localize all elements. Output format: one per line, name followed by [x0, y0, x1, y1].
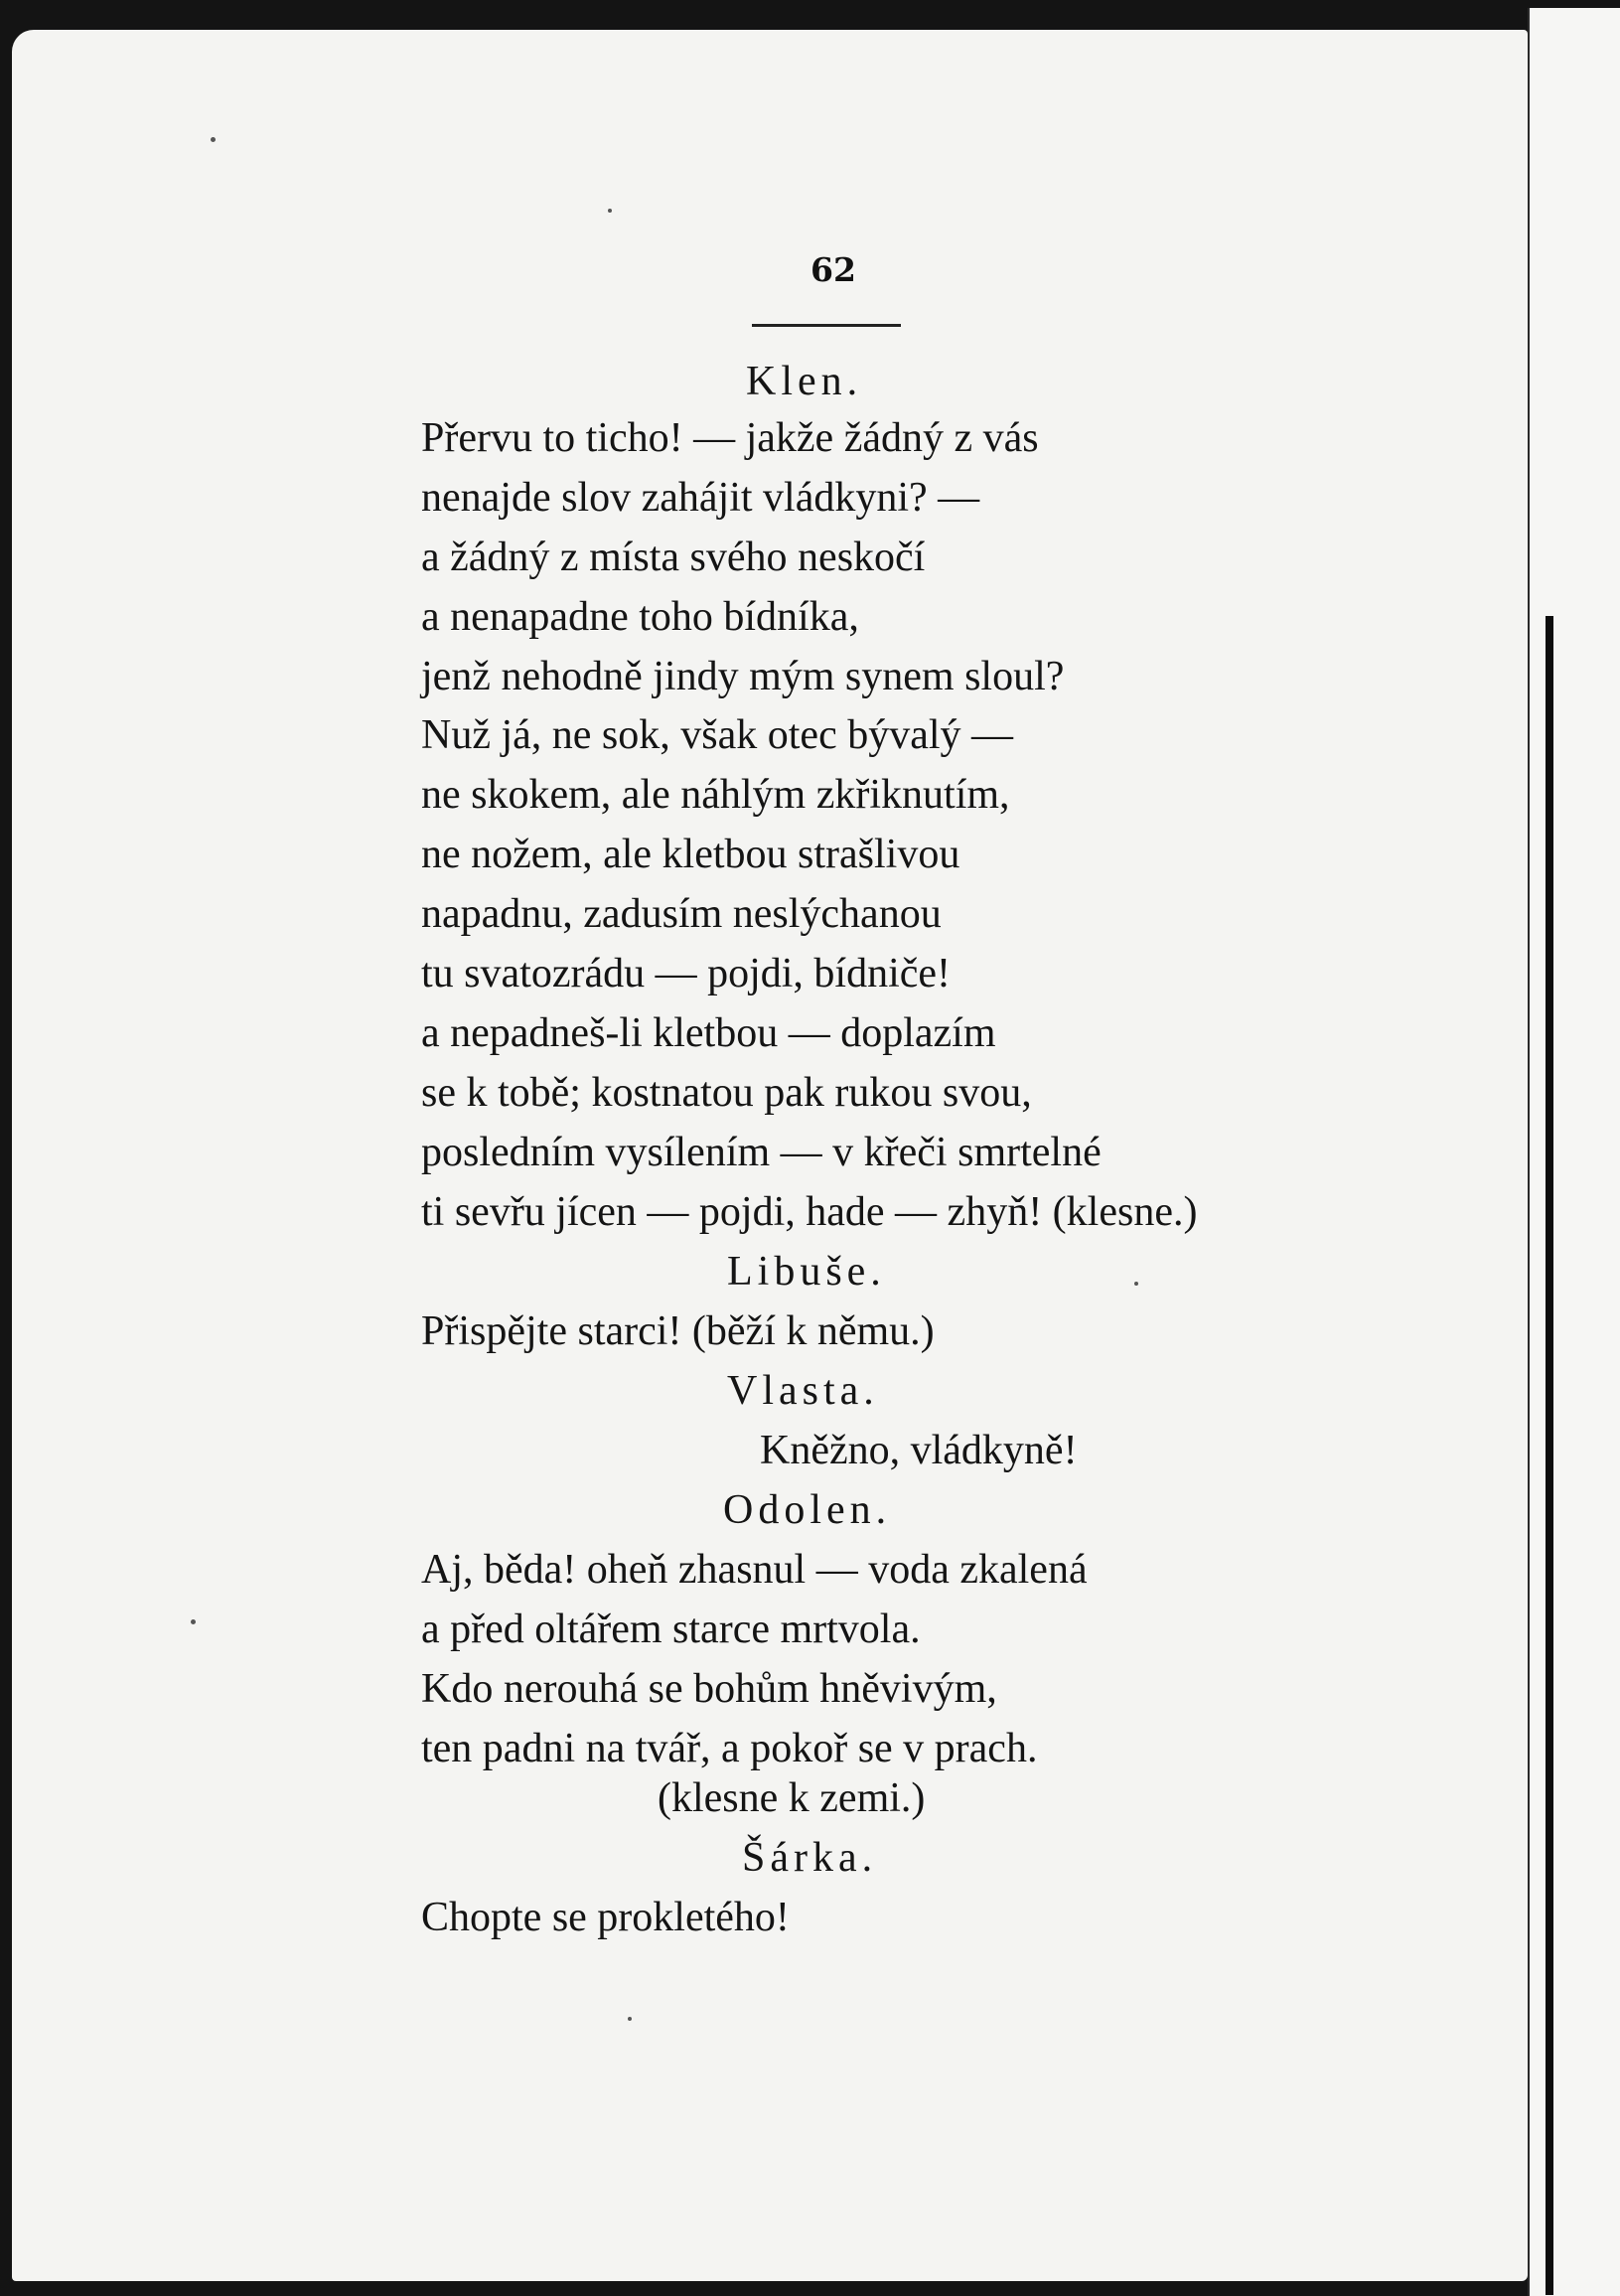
text-line: Kněžno, vládkyně!: [760, 1428, 1078, 1473]
text-line: posledním vysílením — v křeči smrtelné: [421, 1130, 1102, 1175]
scan-speck: [1134, 1282, 1138, 1286]
text-line: ne nožem, ale kletbou strašlivou: [421, 832, 960, 877]
text-line: a nepadneš-li kletbou — doplazím: [421, 1010, 996, 1056]
facing-page-edge: [1528, 8, 1620, 2296]
speaker-libuse: Libuše.: [727, 1249, 886, 1295]
text-line: Kdo nerouhá se bohům hněvivým,: [421, 1666, 997, 1712]
text-line: a před oltářem starce mrtvola.: [421, 1607, 921, 1652]
text-line: Chopte se prokletého!: [421, 1895, 790, 1940]
text-line: ten padni na tvář, a pokoř se v prach.: [421, 1726, 1038, 1771]
text-line: ne skokem, ale náhlým zkřiknutím,: [421, 772, 1010, 818]
text-line: Přispějte starci! (běží k němu.): [421, 1308, 935, 1354]
text-line: nenajde slov zahájit vládkyni? —: [421, 475, 980, 521]
speaker-klen: Klen.: [746, 359, 863, 404]
scan-speck: [191, 1619, 196, 1624]
text-line: se k tobě; kostnatou pak rukou svou,: [421, 1070, 1032, 1116]
speaker-odolen: Odolen.: [723, 1487, 892, 1533]
page-number: 62: [810, 250, 856, 289]
text-line: a nenapadne toho bídníka,: [421, 594, 859, 640]
text-line: Aj, běda! oheň zhasnul — voda zkalená: [421, 1547, 1088, 1593]
text-line: napadnu, zadusím neslýchanou: [421, 891, 942, 937]
text-line: jenž nehodně jindy mým synem sloul?: [421, 654, 1065, 699]
speaker-vlasta: Vlasta.: [727, 1368, 879, 1414]
text-line: Přervu to ticho! — jakže žádný z vás: [421, 415, 1039, 461]
text-line: tu svatozrádu — pojdi, bídniče!: [421, 951, 952, 996]
text-line: a žádný z místa svého neskočí: [421, 535, 926, 580]
text-line: ti sevřu jícen — pojdi, hade — zhyň! (klesne.): [421, 1189, 1198, 1235]
book-page: [12, 30, 1528, 2281]
scan-speck: [628, 2017, 632, 2021]
binding-shadow: [1546, 616, 1553, 2295]
stage-direction: (klesne k zemi.): [658, 1775, 926, 1821]
scan-speck: [211, 137, 216, 142]
play-text: [12, 30, 1528, 2281]
speaker-sarka: Šárka.: [742, 1835, 878, 1881]
scan-speck: [608, 209, 612, 213]
text-line: Nuž já, ne sok, však otec bývalý —: [421, 712, 1014, 758]
